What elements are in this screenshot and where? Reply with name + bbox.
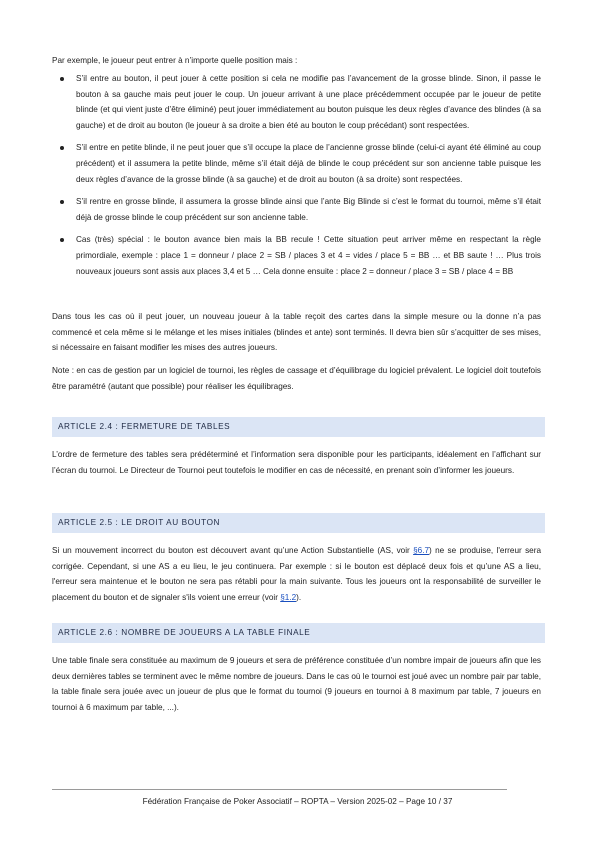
all-cases-paragraph: Dans tous les cas où il peut jouer, un nouveau joueur à la table reçoit des cartes dans la simple mesure ou la donne n’a pas commencé et cela même si le mélange et les mises initiales (blindes et ante) sont terminés. Il devra bien sûr s’acquitter de ses mises, si nécessaire en faisant modifier les mises des autres joueurs.	[52, 312, 541, 353]
article-2-5-text-part-1: Si un mouvement incorrect du bouton est découvert avant qu’une Action Substantielle (AS, voir	[52, 546, 414, 555]
bullet-icon	[60, 238, 64, 242]
article-2-6-text: Une table finale sera constituée au maximum de 9 joueurs et sera de préférence constituée d’un nombre impair de joueurs afin que les deux dernières tables se terminent avec le même nombre de joueurs. Dans le cas où le tournoi est joué avec un nombre pair par table, la table finale sera jouée avec un joueur de plus que le format du tournoi (9 joueurs en tournoi à 8 maximum par table, 7 joueurs en tournoi à 6 maximum par table, ...).	[52, 656, 541, 712]
list-item-text: S’il entre au bouton, il peut jouer à cette position si cela ne modifie pas l’avancement de la grosse blinde. Sinon, il passe le bouton à sa gauche mais peut jouer le coup. Un joueur arrivant à une place précédemment occupée par le joueur de petite blinde (et qui vient juste d’être éliminé) peut jouer immédiatement au bouton puisque les deux règles d’avance des blindes (à sa gauche) et de droit au bouton (le joueur à sa droite a bien été au bouton le coup précédant) sont respectées.	[76, 74, 541, 130]
bullet-icon	[60, 200, 64, 204]
article-2-6-heading	[52, 623, 545, 643]
article-2-5-heading	[52, 513, 545, 533]
list-item	[52, 71, 541, 133]
article-2-4-heading	[52, 417, 545, 437]
list-item	[52, 140, 541, 187]
article-2-6-title: ARTICLE 2.6 : NOMBRE DE JOUEURS A LA TABLE FINALE	[58, 628, 311, 637]
article-2-5-text-part-2: ) ne se produise, l'erreur sera corrigée. Cependant, si une AS a eu lieu, le jeu continuera. Par exemple : si le bouton est déplacé deux fois et qu’une AS a lieu, l'erreur sera maintenue et le bouton ne sera pas rétabli pour la main suivante. Tous les joueurs ont la responsabilité de surveiller le placement du bouton et de signaler s'ils voient une erreur (voir	[52, 546, 541, 602]
bullet-icon	[60, 146, 64, 150]
section-1-2-link[interactable]: §1.2	[280, 592, 297, 602]
article-2-5-text-part-3: ).	[296, 592, 302, 602]
list-item-text: S’il rentre en grosse blinde, il assumera la grosse blinde ainsi que l’ante Big Blinde si c’est le format du tournoi, même s’il était déjà de grosse blinde le coup précédent sur son ancienne table.	[76, 197, 541, 222]
list-item	[52, 194, 541, 225]
list-item-text: S’il entre en petite blinde, il ne peut jouer que s’il occupe la place de l’ancienne grosse blinde (celui-ci ayant été éliminé au coup précédent) et il assumera la petite blinde, même s’il était déjà de blinde le coup précédent sur son ancienne table puisque les deux règles d’avance de la grosse blinde (à sa gauche) et de droit au bouton (à sa droite) sont respectées.	[76, 143, 541, 184]
note-paragraph: Note : en cas de gestion par un logiciel de tournoi, les règles de cassage et d’équilibrage du logiciel prévalent. Le logiciel doit toutefois être paramétré (autant que possible) pour réaliser les équilibrages.	[52, 366, 541, 391]
article-2-4-title: ARTICLE 2.4 : FERMETURE DE TABLES	[58, 422, 231, 431]
list-item-text: Cas (très) spécial : le bouton avance bien mais la BB recule ! Cette situation peut arriver même en respectant la règle primordiale, exemple : place 1 = donneur / place 2 = SB / places 3 et 4 = vides / place 5 = BB … et BB saute ! … Plus trois nouveaux joueurs sont assis aux places 3,4 et 5 … Cela donne ensuite : place 2 = donneur / place 3 = SB / place 4 = BB	[76, 235, 541, 276]
article-2-5-text	[52, 543, 541, 605]
footer-divider	[52, 789, 507, 790]
list-item	[52, 232, 541, 279]
article-2-4-text: L’ordre de fermeture des tables sera prédéterminé et l’information sera disponible pour les participants, idéalement en l’affichant sur l’écran du tournoi. Le Directeur de Tournoi peut toutefois le modifier en cas de nécessité, en prenant soin d’informer les joueurs.	[52, 450, 541, 475]
page-footer: Fédération Française de Poker Associatif – ROPTA – Version 2025-02 – Page 10 / 37	[142, 797, 453, 806]
bullet-icon	[60, 77, 64, 81]
intro-paragraph: Par exemple, le joueur peut entrer à n’importe quelle position mais :	[52, 56, 298, 65]
article-2-5-title: ARTICLE 2.5 : LE DROIT AU BOUTON	[58, 518, 221, 527]
bullet-list	[52, 71, 541, 286]
section-6-7-link[interactable]: §6.7	[413, 546, 430, 555]
